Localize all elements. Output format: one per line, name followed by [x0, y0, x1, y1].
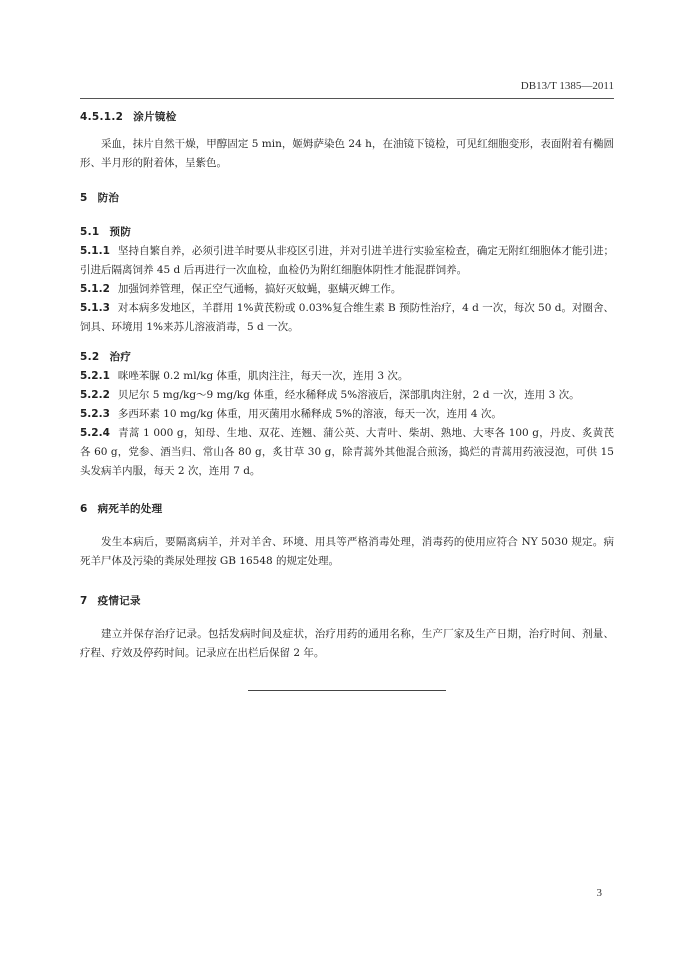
- section-heading: [80, 108, 614, 127]
- item-number: 5.2.4: [80, 427, 110, 439]
- section-6: [80, 500, 614, 571]
- header-rule: [80, 98, 614, 99]
- section-number: 5: [80, 192, 88, 204]
- item-number: 5.1.3: [80, 302, 110, 314]
- section-title: 涂片镜检: [133, 111, 177, 123]
- section-number: 5.2: [80, 351, 100, 363]
- section-5-1: [80, 223, 614, 337]
- page-number: 3: [596, 887, 602, 899]
- section-number: 6: [80, 503, 88, 515]
- section-heading: [80, 500, 614, 519]
- item-text: 咪唑苯脲 0.2 ml/kg 体重，肌肉注注，每天一次，连用 3 次。: [117, 370, 409, 382]
- item-text: 加强饲养管理，保正空气通畅，搞好灭蚊蝇，驱螨灭蜱工作。: [117, 283, 402, 295]
- item-number: 5.2.1: [80, 370, 110, 382]
- list-item: [80, 386, 614, 405]
- item-number: 5.1.2: [80, 283, 110, 295]
- list-item: [80, 424, 614, 481]
- section-heading: [80, 189, 614, 208]
- section-number: 7: [80, 595, 88, 607]
- section-heading: [80, 592, 614, 611]
- paragraph: 采血，抹片自然干燥，甲醇固定 5 min，姬姆萨染色 24 h，在油镜下镜检，可见红细胞变形，表面附着有椭圆形、半月形的附着体，呈紫色。: [80, 138, 614, 169]
- list-item: [80, 280, 614, 299]
- section-heading: [80, 223, 614, 242]
- list-item: [80, 242, 614, 280]
- item-text: 贝尼尔 5 mg/kg～9 mg/kg 体重，经水稀释成 5%溶液后，深部肌肉注射，2 d 一次，连用 3 次。: [117, 389, 580, 401]
- item-number: 5.2.2: [80, 389, 110, 401]
- item-text: 坚持自繁自养，必须引进羊时要从非疫区引进，并对引进羊进行实验室检查，确定无附红细胞体才能引进；引进后隔离饲养 45 d 后再进行一次血检，血检仍为附红细胞体阴性才能混群饲养。: [80, 245, 614, 276]
- item-text: 对本病多发地区，羊群用 1%黄芪粉或 0.03%复合维生素 B 预防性治疗，4 d 一次，每次 50 d。对圈舍、饲具、环境用 1%来苏儿溶液消毒，5 d 一次。: [80, 302, 614, 333]
- standard-code: DB13/T 1385—2011: [520, 80, 614, 92]
- item-text: 青蒿 1 000 g，知母、生地、双花、连翘、蒲公英、大青叶、柴胡、熟地、大枣各 100 g，丹皮、炙黄芪各 60 g，党参、酒当归、常山各 80 g，炙甘草 30 g，除青蒿外其他混合煎汤，捣烂的青蒿用药液浸泡，可供 15 头发病羊内服，每天 2 次，连用 7 d。: [80, 427, 614, 477]
- section-title: 病死羊的处理: [97, 503, 163, 515]
- section-5: [80, 189, 614, 208]
- section-title: 防治: [97, 192, 120, 204]
- section-7: [80, 592, 614, 663]
- item-number: 5.2.3: [80, 408, 110, 420]
- list-item: [80, 367, 614, 386]
- section-4-5-1-2: [80, 108, 614, 173]
- item-text: 多西环素 10 mg/kg 体重，用灭菌用水稀释成 5%的溶液，每天一次，连用 4 次。: [117, 408, 502, 420]
- section-title: 治疗: [109, 351, 132, 363]
- list-item: [80, 299, 614, 337]
- section-number: 5.1: [80, 226, 100, 238]
- item-number: 5.1.1: [80, 245, 110, 257]
- section-title: 预防: [109, 226, 132, 238]
- section-5-2: [80, 348, 614, 481]
- section-heading: [80, 348, 614, 367]
- paragraph: 建立并保存治疗记录。包括发病时间及症状，治疗用药的通用名称，生产厂家及生产日期，治疗时间、剂量、疗程、疗效及停药时间。记录应在出栏后保留 2 年。: [80, 628, 614, 659]
- paragraph: 发生本病后，要隔离病羊，并对羊舍、环境、用具等严格消毒处理，消毒药的使用应符合 NY 5030 规定。病死羊尸体及污染的粪尿处理按 GB 16548 的规定处理。: [80, 536, 614, 567]
- section-number: 4.5.1.2: [80, 111, 124, 123]
- list-item: [80, 405, 614, 424]
- end-rule: [248, 690, 446, 691]
- section-title: 疫情记录: [97, 595, 141, 607]
